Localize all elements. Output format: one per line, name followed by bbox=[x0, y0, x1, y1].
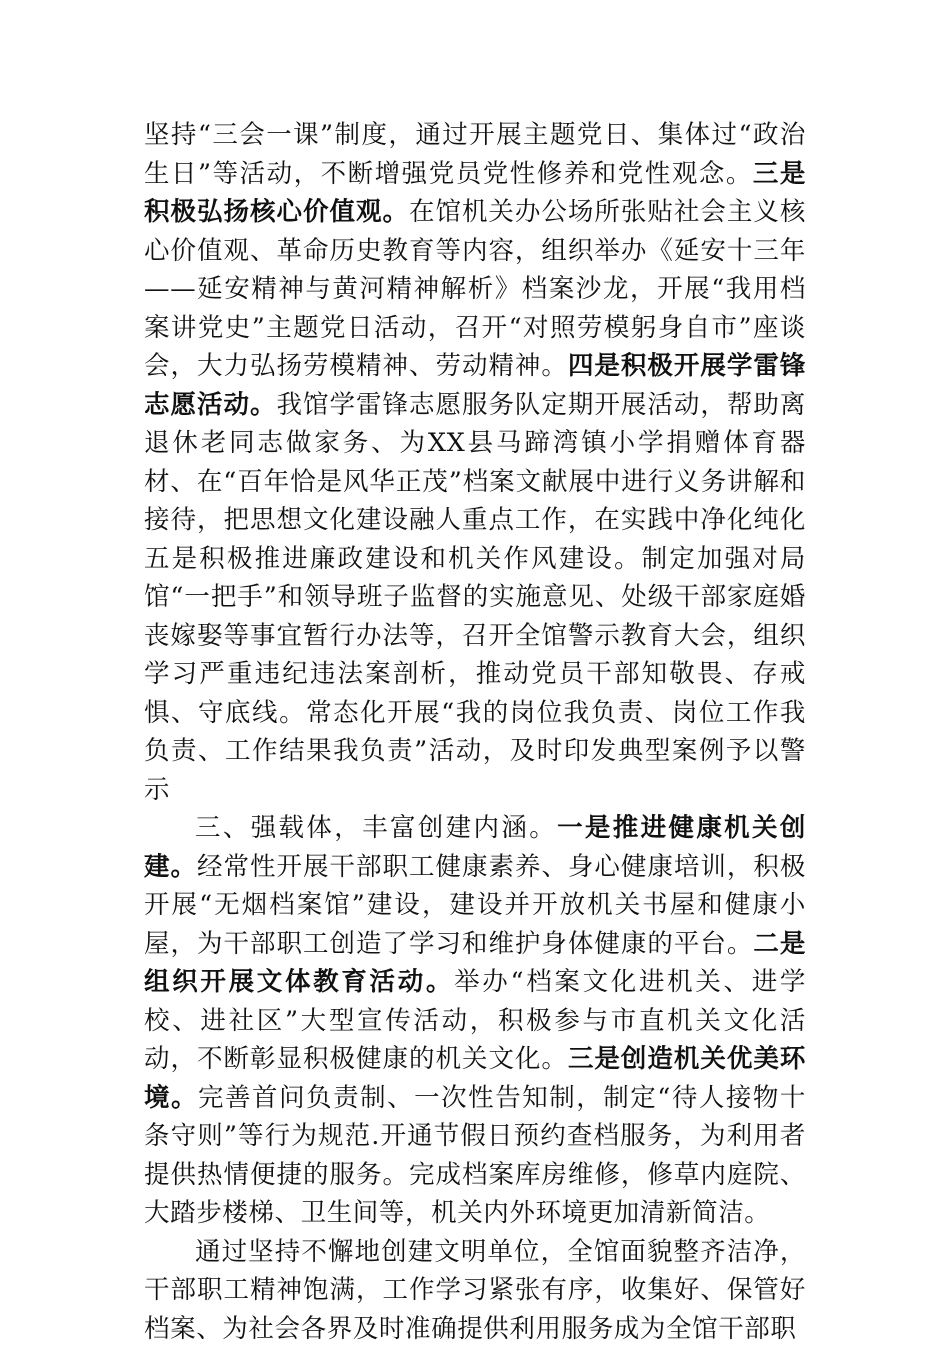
paragraph-2-text: 经常性开展干部职工健康素养、身心健康培训，积极开展“无烟档案馆”建设，建设并开放机关书屋和健康小屋，为干部职工创造了学习和维护身体健康的平台。 bbox=[144, 852, 806, 959]
section-3-title: 三、强载体，丰富创建内涵。 bbox=[195, 813, 557, 843]
paragraph-3 bbox=[144, 1233, 806, 1348]
document-page bbox=[144, 116, 806, 1348]
paragraph-2 bbox=[144, 809, 806, 1233]
paragraph-3-text: 通过坚持不懈地创建文明单位，全馆面貌整齐洁净，干部职工精神饱满，工作学习紧张有序，收集好、保管好档案、为社会各界及时准确提供利用服务成为全馆干部职 bbox=[144, 1237, 806, 1344]
paragraph-2-heading-3: 三是创造机关优美环境。 bbox=[144, 1044, 806, 1113]
paragraph-1-text: 我馆学雷锋志愿服务队定期开展活动，帮助离退休老同志做家务、为XX县马蹄湾镇小学捐赠体育器材、在“百年恰是风华正茂”档案文献展中进行义务讲解和接待，把思想文化建设融人重点工作，在实践中净化纯化五是积极推进廉政建设和机关作风建设。制定加强对局馆“一把手”和领导班子监督的实施意见、处级干部家庭婚丧嫁娶等事宜暂行办法等，召开全馆警示教育大会，组织学习严重违纪违法案剖析，推动党员干部知敬畏、存戒惧、守底线。常态化开展“我的岗位我负责、岗位工作我负责、工作结果我负责”活动，及时印发典型案例予以警示 bbox=[144, 390, 806, 805]
paragraph-1-heading-4: 四是积极开展学雷锋志愿活动。 bbox=[144, 351, 806, 420]
paragraph-1 bbox=[144, 116, 806, 809]
paragraph-2-text: 完善首问负责制、一次性告知制，制定“待人接物十条守则”等行为规范.开通节假日预约查档服务，为利用者提供热情便捷的服务。完成档案库房维修，修草内庭院、大踏步楼梯、卫生间等，机关内外环境更加清新简洁。 bbox=[144, 1083, 806, 1229]
paragraph-1-text: 在馆机关办公场所张贴社会主义核心价值观、革命历史教育等内容，组织举办《延安十三年——延安精神与黄河精神解析》档案沙龙，开展“我用档案讲党史”主题党日活动，召开“对照劳模躬身自市”座谈会，大力弘扬劳模精神、劳动精神。 bbox=[144, 197, 806, 381]
paragraph-2-text: 举办“档案文化进机关、进学校、进社区”大型宣传活动，积极参与市直机关文化活动，不断彰显积极健康的机关文化。 bbox=[144, 967, 806, 1074]
paragraph-1-text: 坚持“三会一课”制度，通过开展主题党日、集体过“政治生日”等活动，不断增强党员党性修养和党性观念。 bbox=[144, 120, 806, 189]
paragraph-2-heading-2: 二是组织开展文体教育活动。 bbox=[144, 929, 806, 998]
paragraph-2-heading-1: 一是推进健康机关创建。 bbox=[144, 813, 806, 882]
paragraph-1-heading-3: 三是积极弘扬核心价值观。 bbox=[144, 159, 806, 228]
